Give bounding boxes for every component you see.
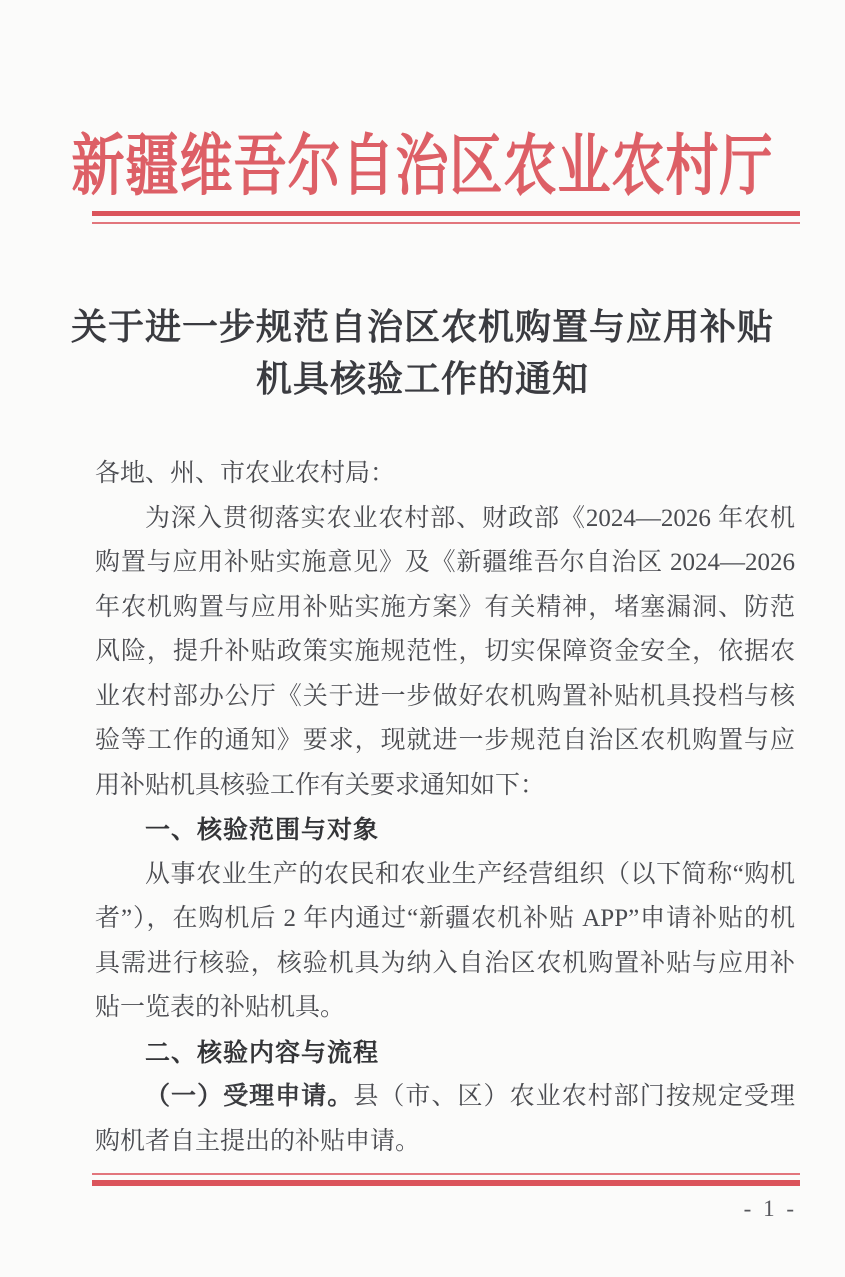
body-line: 验等工作的通知》要求，现就进一步规范自治区农机购置与应: [95, 727, 795, 754]
body-line: 购机者自主提出的补贴申请。: [95, 1127, 421, 1155]
agency-name: 新疆维吾尔自治区农业农村厅: [71, 131, 774, 204]
document-body: [95, 452, 795, 1164]
document-title-line2: 机具核验工作的通知: [255, 359, 589, 399]
document-title-line1: 关于进一步规范自治区农机购置与应用补贴: [70, 307, 774, 347]
header-rule-thin: [92, 222, 800, 224]
body-line: 购置与应用补贴实施意见》及《新疆维吾尔自治区 2024—2026: [95, 549, 795, 576]
body-line: 用补贴机具核验工作有关要求通知如下：: [95, 771, 546, 799]
body-line: 具需进行核验，核验机具为纳入自治区农机购置补贴与应用补: [95, 949, 795, 977]
footer-rule-thin: [92, 1173, 800, 1175]
footer-rule-thick: [92, 1180, 800, 1186]
page-number: - 1 -: [743, 1196, 797, 1221]
body-line: 者”），在购机后 2 年内通过“新疆农机补贴 APP”申请补贴的机: [95, 905, 795, 932]
salutation-line: 各地、州、市农业农村局：: [95, 460, 396, 487]
body-line: 年农机购置与应用补贴实施方案》有关精神，堵塞漏洞、防范: [95, 593, 795, 621]
document-title: [0, 301, 845, 405]
body-line: 贴一览表的补贴机具。: [95, 994, 346, 1021]
body-line: 从事农业生产的农民和农业生产经营组织（以下简称“购机: [145, 860, 795, 888]
header-rule-thick: [92, 211, 800, 216]
section-heading-2: 二、核验内容与流程: [145, 1038, 380, 1067]
clause-lead: （一）受理申请。: [145, 1083, 354, 1110]
section-heading-1: 一、核验范围与对象: [145, 816, 380, 844]
clause-text: 县（市、区）农业农村部门按规定受理: [353, 1083, 795, 1110]
masthead: [0, 126, 845, 204]
body-line: 业农村部办公厅《关于进一步做好农机购置补贴机具投档与核: [95, 682, 795, 710]
body-line: 为深入贯彻落实农业农村部、财政部《2024—2026 年农机: [145, 504, 795, 532]
body-line: 风险，提升补贴政策实施规范性，切实保障资金安全，依据农: [95, 638, 795, 665]
body-line: [95, 1075, 795, 1120]
